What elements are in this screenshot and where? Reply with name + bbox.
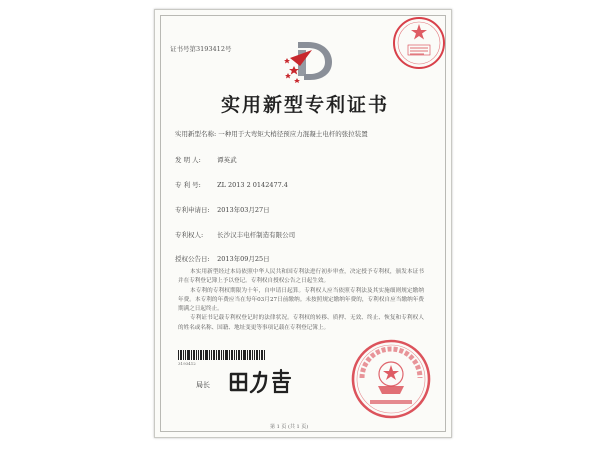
page-footer: 第 1 页 (共 1 页) (270, 424, 309, 430)
grant-date-value: 2013年09月25日 (217, 255, 270, 263)
body-paragraph: 专利证书记载专利权登记时的法律状况。专利权的转移、质押、无效、终止、恢复和专利权人的姓名或名称、国籍、地址变更等事项记载在专利登记簿上。 (178, 315, 424, 331)
filing-date-field (175, 205, 270, 214)
patent-number-value: ZL 2013 2 0142477.4 (217, 181, 288, 189)
patent-holder-value: 长沙汉丰电杆制造有限公司 (217, 231, 296, 239)
director-label: 局长 (196, 381, 210, 389)
grant-date-field (175, 254, 270, 263)
certificate-title: 实用新型专利证书 (220, 94, 389, 116)
director-signature (228, 368, 296, 402)
utility-model-name-label: 实用新型名称: (175, 130, 217, 138)
filing-date-value: 2013年03月27日 (217, 206, 270, 214)
top-right-stamp-icon (391, 15, 447, 71)
official-seal-icon (350, 338, 432, 420)
inventor-value: 谭英武 (217, 156, 237, 164)
patent-holder-field (175, 230, 295, 239)
barcode-icon (178, 350, 266, 360)
inventor-label: 发 明 人: (175, 156, 201, 164)
utility-model-name-value: 一种用于大弯矩大梢径预应力混凝土电杆的张拉装置 (218, 130, 368, 138)
certificate-body (178, 268, 424, 333)
patent-number-field (175, 180, 288, 189)
certificate-number (170, 44, 231, 53)
inventor-field (175, 155, 237, 164)
body-paragraph: 本专利的专利权期限为十年，自申请日起算。专利权人应当依照专利法及其实施细则规定缴纳年费。本专利的年费应当在每年03月27日前缴纳。未按照规定缴纳年费的，专利权自应当缴纳年费期满之日起终止。 (178, 287, 424, 313)
cert-no-suffix: 号 (224, 45, 232, 53)
cert-no-value: 3193412 (196, 45, 225, 53)
filing-date-label: 专利申请日: (175, 206, 210, 214)
patent-office-logo-icon (280, 36, 340, 84)
utility-model-name-field (175, 129, 368, 138)
cert-no-label: 证书号第 (170, 45, 196, 53)
patent-holder-label: 专利权人: (175, 231, 204, 239)
patent-number-label: 专 利 号: (175, 181, 201, 189)
grant-date-label: 授权公告日: (175, 255, 210, 263)
signature-icon (228, 368, 296, 396)
body-paragraph: 本实用新型经过本局依照中华人民共和国专利法进行初步审查，决定授予专利权，颁发本证书并在专利登记簿上予以登记。专利权自授权公告之日起生效。 (178, 269, 424, 285)
barcode-text: 3193412 (178, 361, 196, 366)
